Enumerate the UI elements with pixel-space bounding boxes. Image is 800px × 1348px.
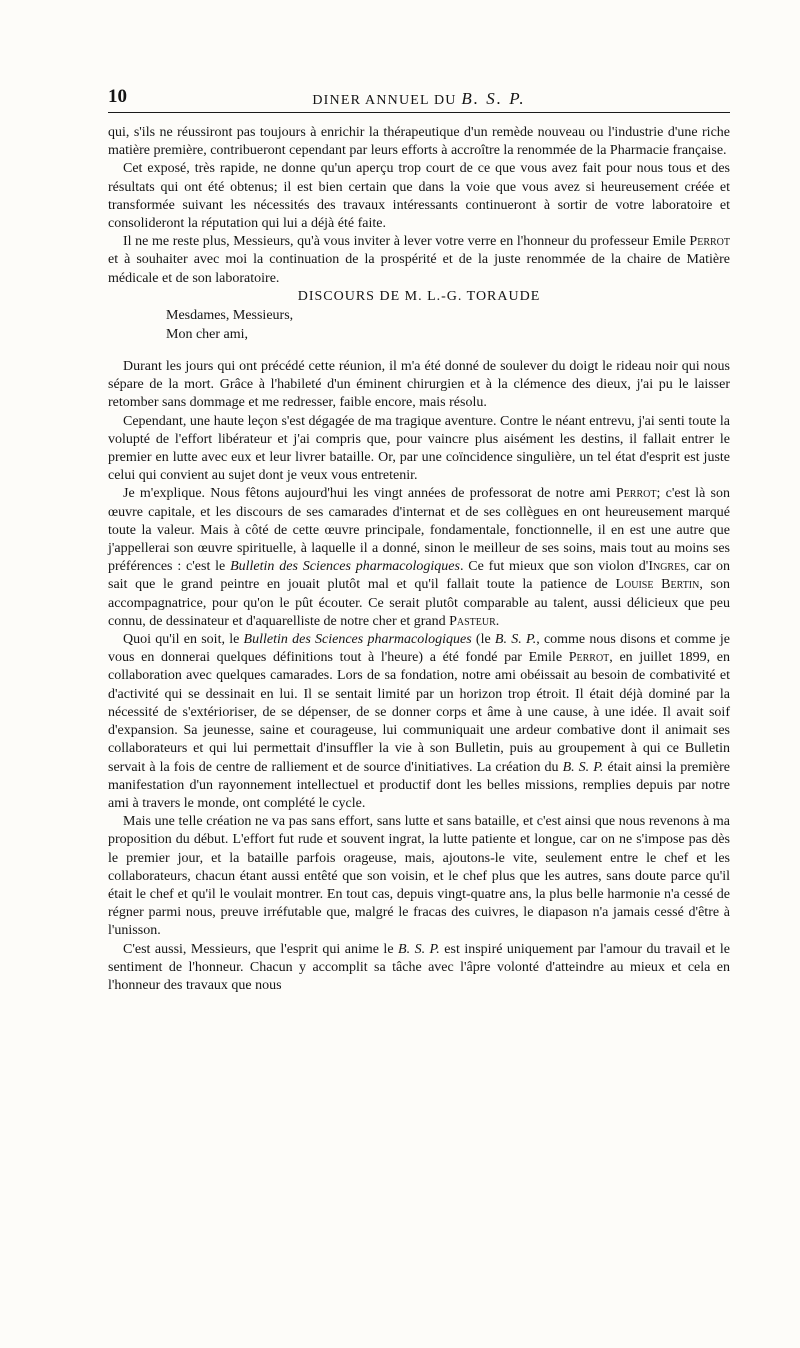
text-run: (le xyxy=(471,632,495,648)
person-name: Perrot xyxy=(568,650,610,666)
salutation-line: Mon cher ami, xyxy=(166,327,249,343)
journal-title: Bulletin des Sciences pharmacologiques xyxy=(243,632,472,648)
paragraph: qui, s'ils ne réussiront pas toujours à enrichir la thérapeutique d'un remède nouveau ou l'industrie d'une riche matière première, contribueront cependant par leurs efforts à accroître la renommée de la Pharmacie française. xyxy=(108,125,730,159)
body-text xyxy=(108,124,730,995)
journal-abbr: B. S. P. xyxy=(494,632,537,648)
paragraph xyxy=(108,941,730,996)
paragraph: Cependant, une haute leçon s'est dégagée de ma tragique aventure. Contre le néant entrevu, j'ai senti toute la volupté de l'effort libérateur et j'ai compris que, pour vaincre plus aisément les destins, il fallait entrer le premier en lutte avec eux et leur livrer bataille. Or, par une coïncidence singulière, un tel état d'esprit est juste celui qui convient au sujet dont je veux vous entretenir. xyxy=(108,413,730,484)
salutation xyxy=(166,306,730,344)
person-name: Pasteur xyxy=(449,613,496,629)
running-head xyxy=(108,89,730,109)
text-run: et à souhaiter avec moi la continuation de la prospérité et de la juste renommée de la chaire de Matière médicale et de son laboratoire. xyxy=(108,252,730,286)
section-title: DISCOURS DE M. L.-G. TORAUDE xyxy=(297,288,541,304)
journal-abbr: B. S. P. xyxy=(398,941,440,957)
person-name: Louise Bertin xyxy=(615,577,700,593)
person-name: Perrot xyxy=(689,234,730,250)
page-number: 10 xyxy=(108,86,127,107)
paragraph: Durant les jours qui ont précédé cette réunion, il m'a été donné de soulever du doigt le rideau noir qui nous sépare de la mort. Grâce à l'habileté d'un éminent chirurgien et à la clémence des dieux, j'ai pu le laisser retomber sans dommage et me redresser, faible encore, mais résolu. xyxy=(108,359,730,411)
running-head-journal: B. S. P. xyxy=(461,89,526,108)
paragraph xyxy=(108,233,730,288)
person-name: Perrot xyxy=(615,486,657,502)
text-run: . xyxy=(495,613,500,629)
journal-title: Bulletin des Sciences pharmacologiques xyxy=(230,559,460,575)
paragraph: Mais une telle création ne va pas sans effort, sans lutte et sans bataille, et c'est ainsi que nous revenons à ma proposition du début. L'effort fut rude et souvent ingrat, la lutte patiente et longue, car on ne s'impose pas dès le premier jour, et la bataille parfois orageuse, mais, ajoutons-le vite, seulement entre le chef et les collaborateurs, chacun étant aussi entêté que son voisin, et le chef plus que les autres, sans doute parce qu'il était le chef et qu'il le voulait montrer. En tout cas, depuis vingt-quatre ans, la plus belle harmonie n'a cessé de régner parmi nous, preuve irréfutable que, malgré le fracas des cuivres, le diapason n'a jamais cessé d'être à l'unisson. xyxy=(108,814,730,939)
salutation-line: Mesdames, Messieurs, xyxy=(166,308,294,324)
text-run: Je m'explique. Nous fêtons aujourd'hui les vingt années de professorat de notre ami xyxy=(123,486,616,502)
text-run: était ainsi la première manifestation d'un rayonnement intellectuel et productif dont les belles missions, remplies depuis par notre ami à travers le monde, ont complété le cycle. xyxy=(108,759,731,811)
journal-abbr: B. S. P. xyxy=(562,759,604,775)
text-run: , comme nous disons et comme je vous en donnerai quelques définitions tout à l'heure) a été fondé par Emile xyxy=(108,632,730,666)
person-name: Ingres xyxy=(648,559,686,575)
text-run: est inspiré uniquement par l'amour du travail et le sentiment de l'honneur. Chacun y accomplit sa tâche avec l'âpre volonté d'atteindre au mieux et cela en l'honneur des travaux que nous xyxy=(108,941,730,993)
paragraph: Cet exposé, très rapide, ne donne qu'un aperçu trop court de ce que vous avez fait pour nous tous et des résultats qui ont été obtenus; il est bien certain que dans la voie que vous avez si heureusement créée et transformée suivant les nécessités des travaux intéressants continueront à sortir de votre laboratoire et consolideront la réputation qui lui a déjà été faite. xyxy=(108,161,730,232)
text-run: , en juillet 1899, en collaboration avec quelques camarades. Lors de sa fondation, notre ami obéissait au besoin de combativité et d'activité qui se dessinait en lui. Il se sentait limité par un horizon trop étroit. Il était déjà dominé par la nécessité de s'extérioriser, de se dépenser, de se donner corps et âme à une cause, à une idée. Il avait soif d'expansion. Sa jeunesse, saine et courageuse, lui communiquait une ardeur combative dont il animait ses collaborateurs et qui lui permettait d'insuffler la vie à son Bulletin, puis au groupement à qui ce Bulletin servait à la fois de centre de ralliement et de source d'initiatives. La création du xyxy=(108,650,730,775)
text-run: , son accompagnatrice, pour qu'on le pût écouter. Ce serait plutôt comparable au talent, aussi délicieux que peu connu, de dessinateur et d'aquarelliste de notre cher et grand xyxy=(108,577,731,629)
text-run: , car on sait que le grand peintre en jouait plutôt mal et qu'il fallait toute la patience de xyxy=(108,559,731,593)
paragraph xyxy=(108,485,730,631)
running-header xyxy=(108,84,730,113)
text-run: C'est aussi, Messieurs, que l'esprit qui anime le xyxy=(123,941,399,957)
paragraph xyxy=(108,631,730,813)
text-run: Quoi qu'il en soit, le xyxy=(123,632,244,648)
text-run: ; c'est là son œuvre capitale, et les discours de ses camarades d'internat et de ses collègues en ont heureusement marqué toute la valeur. Mais à côté de cette œuvre principale, fondamentale, fonctionnelle, il en est une autre que j'appellerai son œuvre spirituelle, à laquelle il a donné, sinon le meilleur de ses soins, mais tout au moins ses préférences : c'est le xyxy=(108,486,730,575)
text-run: . Ce fut mieux que son violon d' xyxy=(459,559,649,575)
text-run: Il ne me reste plus, Messieurs, qu'à vous inviter à lever votre verre en l'honneur du professeur Emile xyxy=(123,234,690,250)
running-head-prefix: DINER ANNUEL DU xyxy=(312,93,457,108)
